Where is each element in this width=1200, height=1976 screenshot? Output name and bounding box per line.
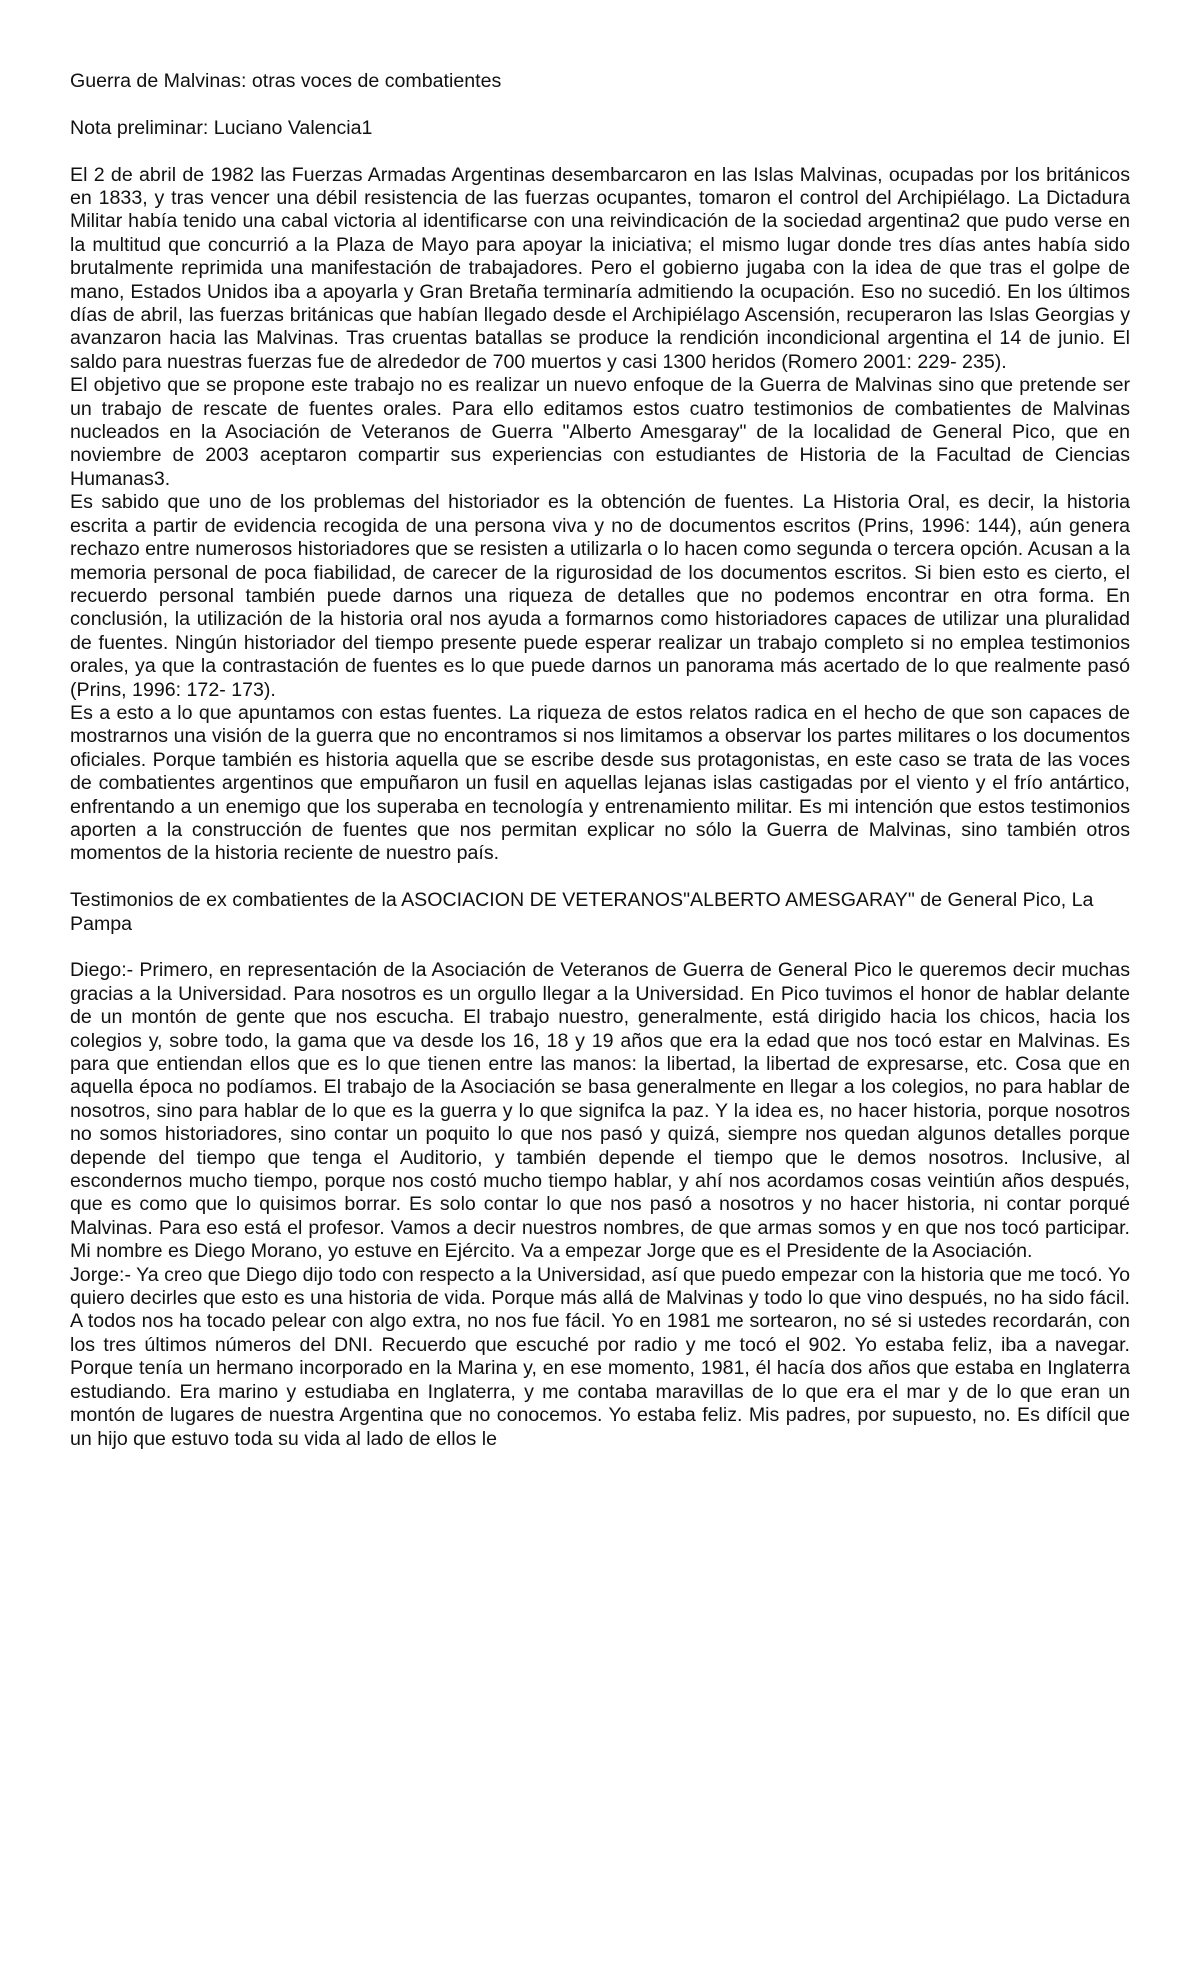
spacer (70, 140, 1130, 163)
intro-paragraph-1: El 2 de abril de 1982 las Fuerzas Armadas Argentinas desembarcaron en las Islas Malvinas, ocupadas por los británicos en 1833, y tras vencer una débil resistencia de las fuerzas ocupantes, tomaron el control del Archipiélago. La Dictadura Militar había tenido una cabal victoria al identificarse con una reivindicación de la sociedad argentina2 que pudo verse en la multitud que concurrió a la Plaza de Mayo para apoyar la iniciativa; el mismo lugar donde tres días antes había sido brutalmente reprimida una manifestación de trabajadores. Pero el gobierno jugaba con la idea de que tras el golpe de mano, Estados Unidos iba a apoyarla y Gran Bretaña terminaría admitiendo la ocupación. Eso no sucedió. En los últimos días de abril, las fuerzas británicas que habían llegado desde el Archipiélago Ascensión, recuperaron las Islas Georgias y avanzaron hacia las Malvinas. Tras cruentas batallas se produce la rendición incondicional argentina el 14 de junio. El saldo para nuestras fuerzas fue de alrededor de 700 muertos y casi 1300 heridos (Romero 2001: 229- 235). (70, 163, 1130, 373)
document-title: Guerra de Malvinas: otras voces de combatientes (70, 70, 502, 92)
section-gap (70, 866, 1130, 889)
testimony-diego: Diego:- Primero, en representación de la Asociación de Veteranos de Guerra de General Pico le queremos decir muchas gracias a la Universidad. Para nosotros es un orgullo llegar a la Universidad. En Pico tuvimos el honor de hablar delante de un montón de gente que nos escucha. El trabajo nuestro, generalmente, está dirigido hacia los chicos, hacia los colegios y, sobre todo, la gama que va desde los 16, 18 y 19 años que era la edad que nos tocó estar en Malvinas. Es para que entiendan ellos que es lo que tienen entre las manos: la libertad, la libertad de expresarse, etc. Cosa que en aquella época no podíamos. El trabajo de la Asociación se basa generalmente en llegar a los colegios, no para hablar de nosotros, sino para hablar de lo que es la guerra y lo que signifca la paz. Y la idea es, no hacer historia, porque nosotros no somos historiadores, sino contar un poquito lo que nos pasó y quizá, siempre nos quedan algunos detalles porque depende del tiempo que tenga el Auditorio, y también depende el tiempo que le demos nosotros. Inclusive, al escondernos mucho tiempo, porque nos costó mucho tiempo hablar, y ahí nos acordamos cosas veintiún años después, que es como que lo quisimos borrar. Es solo contar lo que nos pasó a nosotros y no hacer historia, ni contar porqué Malvinas. Para eso está el profesor. Vamos a decir nuestros nombres, de que armas somos y en que nos tocó participar. Mi nombre es Diego Morano, yo estuve en Ejército. Va a empezar Jorge que es el Presidente de la Asociación. (70, 959, 1130, 1263)
testimony-jorge: Jorge:- Ya creo que Diego dijo todo con respecto a la Universidad, así que puedo empezar con la historia que me tocó. Yo quiero decirles que esto es una historia de vida. Porque más allá de Malvinas y todo lo que vino después, no ha sido fácil. A todos nos ha tocado pelear con algo extra, no nos fue fácil. Yo en 1981 me sortearon, no sé si ustedes recordarán, con los tres últimos números del DNI. Recuerdo que escuché por radio y me tocó el 902. Yo estaba feliz, iba a navegar. Porque tenía un hermano incorporado en la Marina y, en ese momento, 1981, él hacía dos años que estaba en Inglaterra estudiando. Era marino y estudiaba en Inglaterra, y me contaba maravillas de lo que era el mar y de lo que eran un montón de lugares de nuestra Argentina que no conocemos. Yo estaba feliz. Mis padres, por supuesto, no. Es difícil que un hijo que estuvo toda su vida al lado de ellos le (70, 1263, 1130, 1450)
intro-paragraph-2: El objetivo que se propone este trabajo no es realizar un nuevo enfoque de la Guerra de Malvinas sino que pretende ser un trabajo de rescate de fuentes orales. Para ello editamos estos cuatro testimonios de combatientes de Malvinas nucleados en la Asociación de Veteranos de Guerra "Alberto Amesgaray" de la localidad de General Pico, que en noviembre de 2003 aceptaron compartir sus experiencias con estudiantes de Historia de la Facultad de Ciencias Humanas3. (70, 374, 1130, 490)
intro-paragraph-3: Es sabido que uno de los problemas del historiador es la obtención de fuentes. La Historia Oral, es decir, la historia escrita a partir de evidencia recogida de una persona viva y no de documentos escritos (Prins, 1996: 144), aún genera rechazo entre numerosos historiadores que se resisten a utilizarla o lo hacen como segunda o tercera opción. Acusan a la memoria personal de poca fiabilidad, de carecer de la rigurosidad de los documentos escritos. Si bien esto es cierto, el recuerdo personal también puede darnos una riqueza de detalles que no podemos encontrar en otra forma. En conclusión, la utilización de la historia oral nos ayuda a formarnos como historiadores capaces de utilizar una pluralidad de fuentes. Ningún historiador del tiempo presente puede esperar realizar un trabajo completo si no emplea testimonios orales, ya que la contrastación de fuentes es lo que puede darnos un panorama más acertado de lo que realmente pasó (Prins, 1996: 172- 173). (70, 491, 1130, 701)
preliminary-note: Nota preliminar: Luciano Valencia1 (70, 116, 373, 139)
section-heading: Testimonios de ex combatientes de la ASOCIACION DE VETERANOS"ALBERTO AMESGARAY" de General Pico, La Pampa (70, 889, 1094, 935)
section-gap-2 (70, 936, 1130, 959)
document-page (70, 70, 1130, 1451)
intro-paragraph-4: Es a esto a lo que apuntamos con estas fuentes. La riqueza de estos relatos radica en el hecho de que son capaces de mostrarnos una visión de la guerra que no encontramos si nos limitamos a observar los partes militares o los documentos oficiales. Porque también es historia aquella que se escribe desde sus protagonistas, en este caso se trata de las voces de combatientes argentinos que empuñaron un fusil en aquellas lejanas islas castigadas por el viento y el frío antártico, enfrentando a un enemigo que los superaba en tecnología y entrenamiento militar. Es mi intención que estos testimonios aporten a la construcción de fuentes que nos permitan explicar no sólo la Guerra de Malvinas, sino también otros momentos de la historia reciente de nuestro país. (70, 701, 1130, 865)
